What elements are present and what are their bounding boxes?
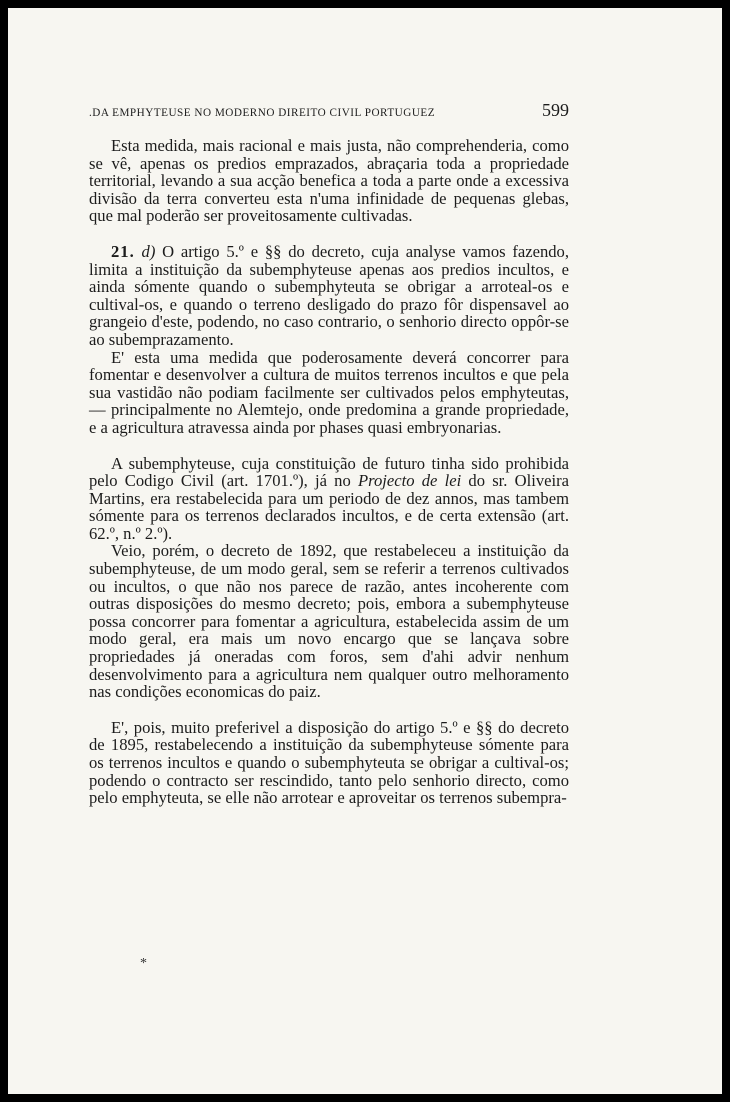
- signature-mark: *: [140, 956, 147, 971]
- running-title: .DA EMPHYTEUSE NO MODERNO DIREITO CIVIL PORTUGUEZ: [89, 107, 436, 119]
- article-number: 21.: [111, 241, 135, 261]
- paragraph-6: E', pois, muito preferivel a disposição do artigo 5.º e §§ do decreto de 1895, restabelecendo a instituição da subemphyteuse sómente para os terrenos incultos e quando o subemphyteuta se obrigar a cultival-os; podendo o contracto ser rescindido, tanto pelo senhorio directo, como pelo emphyteuta, se elle não arrotear e aproveitar os terrenos subempra-: [89, 717, 569, 808]
- page-body: [89, 100, 569, 807]
- page-number: 599: [542, 100, 569, 120]
- paragraph-2: [89, 243, 569, 349]
- paragraph-1: Esta medida, mais racional e mais justa, não comprehenderia, como se vê, apenas os predios emprazados, abraçaria toda a propriedade territorial, levando a sua acção benefica a toda a parte onde a excessiva divisão da terra converteu esta n'uma infinidade de pequenas glebas, que mal poderão ser proveitosamente cultivadas.: [89, 136, 569, 226]
- paragraph-4-text-b: do sr. Oliveira Martins, era restabelecida para um periodo de dez annos, mas tambem sómente para os terrenos declarados incultos, e de certa extensão (art. 62.º, n.º 2.º).: [89, 471, 569, 543]
- paragraph-4: [89, 455, 569, 543]
- running-header: [89, 100, 569, 121]
- paragraph-3: E' esta uma medida que poderosamente deverá concorrer para fomentar e desenvolver a cultura de muitos terrenos incultos e que pela sua vastidão não podiam facilmente ser cultivados pelos emphyteutas, — principalmente no Alemtejo, onde predomina a grande propriedade, e a agricultura atravessa ainda por phases quasi embryonarias.: [89, 347, 569, 437]
- book-page: [8, 8, 722, 1094]
- paragraph-4-text-a: A subemphyteuse, cuja constituição de futuro tinha sido prohibida pelo Codigo Civil (art. 1701.º), já no: [89, 453, 569, 491]
- item-letter: d): [141, 241, 156, 261]
- paragraph-5: Veio, porém, o decreto de 1892, que restabeleceu a instituição da subemphyteuse, de um modo geral, sem se referir a terrenos cultivados ou incultos, o que não nos parece de razão, antes incoherente com outras disposições do mesmo decreto; pois, embora a subemphyteuse possa concorrer para fomentar a agricultura, estabelecida assim de um modo geral, era mais um novo encargo que se lançava sobre propriedades já oneradas com foros, sem d'ahi advir nenhum desenvolvimento para a agricultura nem qualquer outro melhoramento nas condições economicas do paiz.: [89, 541, 569, 702]
- paragraph-2-text: O artigo 5.º e §§ do decreto, cuja analyse vamos fazendo, limita a instituição da subemphyteuse apenas aos predios incultos, e ainda sómente quando o subemphyteuta se obrigar a arroteal-os e cultival-os, e quando o terreno desligado do prazo fôr dispensavel ao grangeio d'este, podendo, no caso contrario, o senhorio directo oppôr-se ao subemprazamento.: [89, 241, 570, 349]
- projecto-de-lei: Projecto de lei: [358, 471, 462, 491]
